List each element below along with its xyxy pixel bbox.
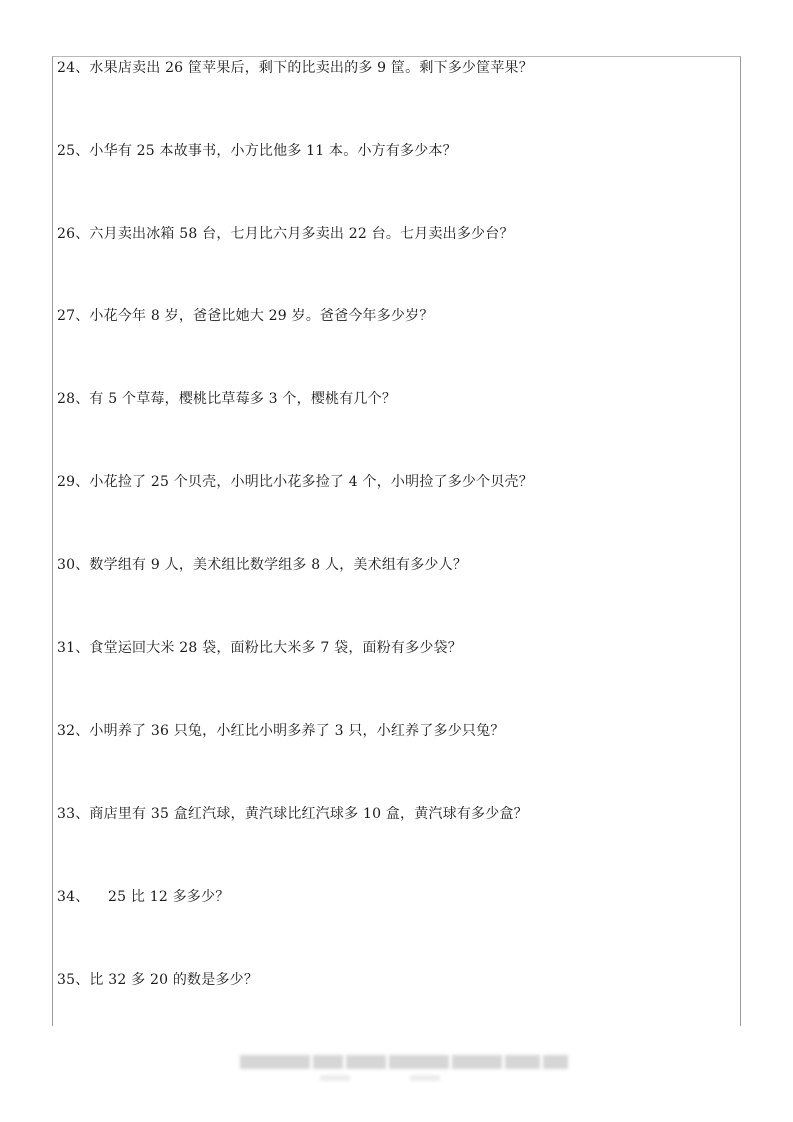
question-27: 27、小花今年 8 岁，爸爸比她大 29 岁。爸爸今年多少岁？ [57, 308, 434, 324]
worksheet-frame [52, 56, 741, 1026]
question-35: 35、比 32 多 20 的数是多少？ [57, 972, 259, 988]
blurred-footer-subline [320, 1075, 440, 1083]
question-31: 31、食堂运回大米 28 袋，面粉比大米多 7 袋，面粉有多少袋？ [57, 640, 462, 656]
blurred-footer-watermark [240, 1055, 568, 1069]
question-29: 29、小花捡了 25 个贝壳，小明比小花多捡了 4 个，小明捡了多少个贝壳？ [57, 474, 533, 490]
question-33: 33、商店里有 35 盒红汽球，黄汽球比红汽球多 10 盒，黄汽球有多少盒？ [57, 806, 528, 822]
question-30: 30、数学组有 9 人，美术组比数学组多 8 人，美术组有多少人？ [57, 557, 468, 573]
question-28: 28、有 5 个草莓，樱桃比草莓多 3 个，樱桃有几个？ [57, 391, 397, 407]
question-25: 25、小华有 25 本故事书，小方比他多 11 本。小方有多少本？ [57, 143, 457, 159]
question-24: 24、水果店卖出 26 筐苹果后，剩下的比卖出的多 9 筐。剩下多少筐苹果？ [57, 60, 533, 76]
question-26: 26、六月卖出冰箱 58 台，七月比六月多卖出 22 台。七月卖出多少台？ [57, 226, 514, 242]
question-34: 34、 25 比 12 多多少？ [57, 889, 230, 905]
question-32: 32、小明养了 36 只兔，小红比小明多养了 3 只，小红养了多少只兔？ [57, 723, 505, 739]
